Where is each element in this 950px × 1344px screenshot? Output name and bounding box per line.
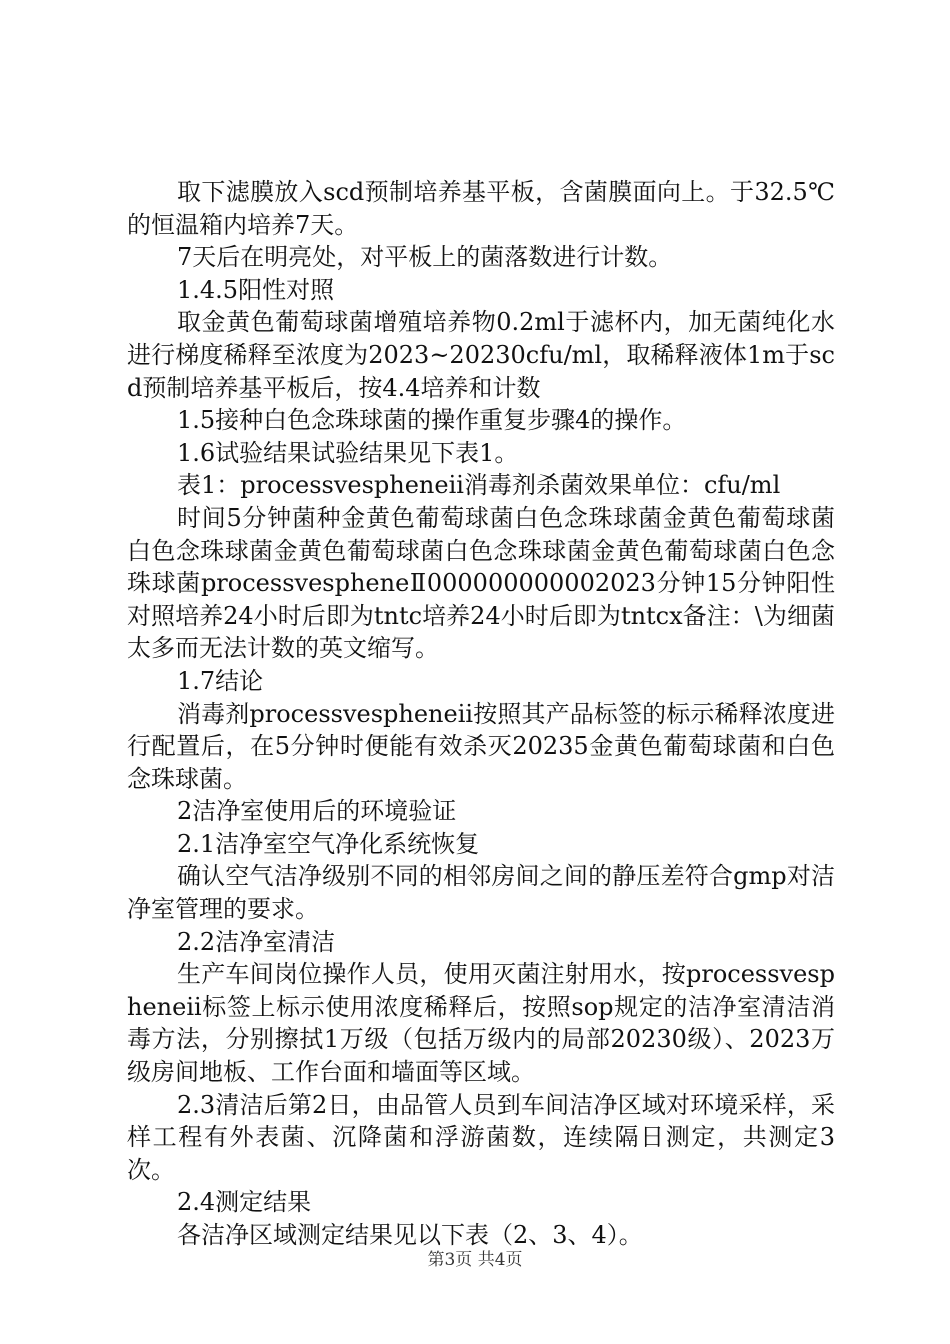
paragraph-air-purification: 确认空气洁净级别不同的相邻房间之间的静压差符合gmp对洁净室管理的要求。 [127,862,835,924]
heading-positive-control: 1.4.5阳性对照 [177,275,335,304]
heading-air-purification: 2.1洁净室空气净化系统恢复 [177,829,480,858]
heading-measurement-results: 2.4测定结果 [177,1188,312,1217]
paragraph-cleanroom-cleaning: 生产车间岗位操作人员，使用灭菌注射用水，按processvespheneii标签上标示使用浓度稀释后，按照sop规定的洁净室清洁消毒方法，分别擦拭1万级（包括万级内的局部20230级）、2023万级房间地板、工作台面和墙面等区域。 [127,960,835,1087]
heading-candida-inoculation: 1.5接种白色念珠球菌的操作重复步骤4的操作。 [177,406,687,435]
paragraph-positive-control: 取金黄色葡萄球菌增殖培养物0.2ml于滤杯内，加无菌纯化水进行梯度稀释至浓度为2023~20230cfu/ml，取稀释液体1m于scd预制培养基平板后，按4.4培养和计数 [127,308,835,402]
table-caption: 表1：processvespheneii消毒剂杀菌效果单位：cfu/ml [177,471,781,500]
paragraph-incubation: 取下滤膜放入scd预制培养基平板，含菌膜面向上。于32.5℃的恒温箱内培养7天。 [127,178,835,239]
paragraph-conclusion: 消毒剂processvespheneii按照其产品标签的标示稀释浓度进行配置后，在5分钟时便能有效杀灭20235金黄色葡萄球菌和白色念珠球菌。 [127,699,835,793]
heading-test-results: 1.6试验结果试验结果见下表1。 [177,438,519,467]
page-number-footer: 第3页 共4页 [427,1250,523,1270]
table-flattened-text: 时间5分钟菌种金黄色葡萄球菌白色念珠球菌金黄色葡萄球菌白色念珠球菌金黄色葡萄球菌白色念珠球菌金黄色葡萄球菌白色念珠球菌processvespheneⅡ000000000002023分钟15分钟阳性对照培养24小时后即为tntc培养24小时后即为tntcx备注：\为细菌太多而无法计数的英文缩写。 [127,503,835,663]
document-body [127,176,835,1252]
paragraph-measurement-results: 各洁净区域测定结果见以下表（2、3、4）。 [177,1221,643,1249]
heading-cleanroom-verification: 2洁净室使用后的环境验证 [177,797,457,826]
heading-cleanroom-cleaning: 2.2洁净室清洁 [177,927,336,956]
paragraph-colony-count: 7天后在明亮处，对平板上的菌落数进行计数。 [177,243,673,272]
heading-conclusion: 1.7结论 [177,666,264,695]
paragraph-sampling: 2.3清洁后第2日，由品管人员到车间洁净区域对环境采样，采样工程有外表菌、沉降菌和浮游菌数，连续隔日测定，共测定3次。 [127,1090,835,1184]
